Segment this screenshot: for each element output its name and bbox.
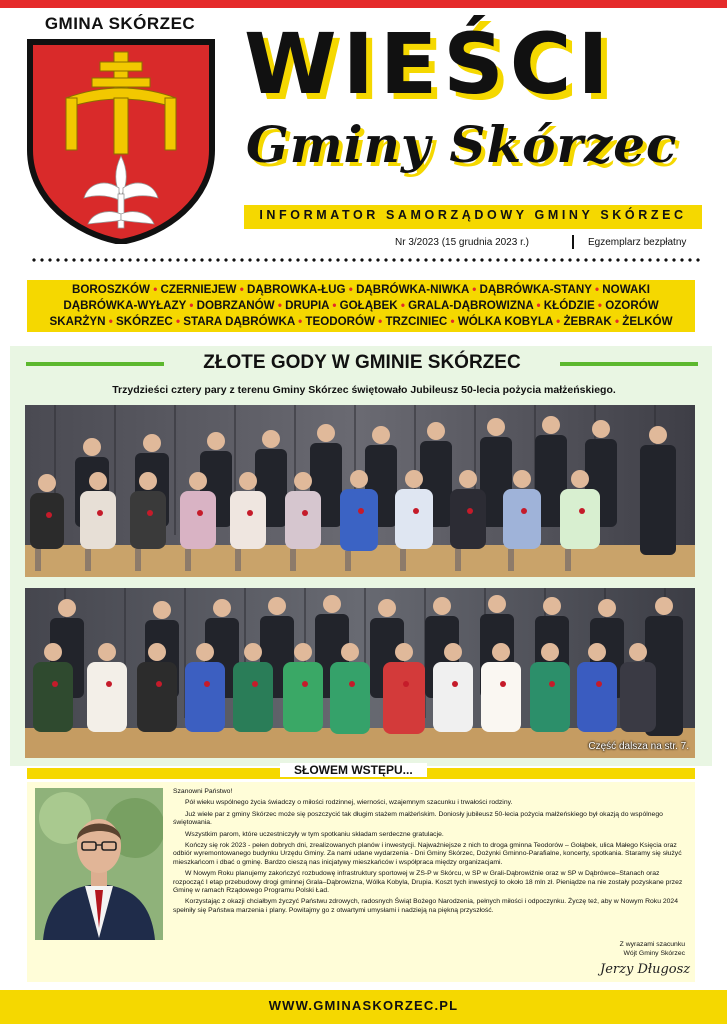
- village-name: ŻEBRAK: [563, 315, 612, 328]
- group-photo-1: [25, 405, 695, 577]
- village-name: TEODORÓW: [305, 315, 375, 328]
- editorial-paragraph: Kończy się rok 2023 - pełen dobrych dni, zrealizowanych planów i inwestycji. Najważniejsze z nich to droga gminna Teodorów – Gołąbek, ulica Małego Księcia oraz odbiór wyremontowanego budynku Urzędu Gminy. Za nami udane wydarzenia - Dni Gminy Skórzec, Dożynki Gminno-Parafialne, koncerty, spotkania. Staramy się służyć mieszkańcom i dbać o gminę. Bardzo cieszą nas inicjatywy mieszkańców i współpraca między organizacjami.: [173, 842, 682, 866]
- villages-line-2: [27, 299, 695, 312]
- signature: Jerzy Długosz: [600, 962, 691, 977]
- village-separator: •: [611, 315, 623, 328]
- village-separator: •: [533, 299, 544, 312]
- village-separator: •: [468, 283, 480, 296]
- villages-box: [27, 280, 695, 332]
- signoff-title: Wójt Gminy Skórzec: [623, 950, 685, 957]
- editorial-paragraph: W Nowym Roku planujemy zakończyć rozbudowę infrastruktury sportowej w ZS-P w Skórcu, w SP w Grali-Dąbrowiźnie oraz w SP w Dąbrówce–Stanach oraz rozpocząć I etap przebudowy drogi gminnej Grala–Dąbrowizna, Wólka Kobyla, Drupia. Koszt tych inwestycji to około 18 mln zł. Pieniądze na nie zostały pozyskane przez Gminę w ramach Rządowego Programu Polski Ład.: [173, 870, 683, 895]
- village-separator: •: [172, 315, 184, 328]
- crest-label: GMINA SKÓRZEC: [44, 14, 196, 33]
- portrait-illustration: [35, 788, 163, 940]
- divider: [572, 235, 574, 249]
- top-accent-bar: [0, 0, 727, 8]
- villages-line-1: [27, 283, 695, 296]
- issue-number: Nr 3/2023 (15 grudnia 2023 r.): [395, 237, 529, 248]
- photo-1-illustration: [25, 405, 695, 577]
- village-name: SKARŻYN: [49, 315, 106, 328]
- village-name: GRALA-DĄBROWIZNA: [408, 299, 534, 312]
- title-rule-left: [26, 362, 164, 366]
- footer-website-link[interactable]: WWW.GMINASKORZEC.PL: [268, 998, 459, 1013]
- photo-2-illustration: [25, 588, 695, 758]
- group-photo-2: [25, 588, 695, 758]
- village-separator: •: [294, 315, 306, 328]
- village-separator: •: [374, 315, 386, 328]
- village-separator: •: [397, 299, 409, 312]
- editorial-heading: SŁOWEM WSTĘPU...: [280, 763, 427, 777]
- village-name: CZERNIEJEW: [160, 283, 237, 296]
- village-separator: •: [105, 315, 117, 328]
- village-separator: •: [591, 283, 603, 296]
- village-separator: •: [149, 283, 161, 296]
- continued-note: Część dalsza na str. 7.: [588, 741, 689, 752]
- village-name: SKÓRZEC: [116, 315, 173, 328]
- village-name: TRZCINIEC: [385, 315, 448, 328]
- village-name: GOŁĄBEK: [339, 299, 398, 312]
- village-name: STARA DĄBRÓWKA: [183, 315, 295, 328]
- village-separator: •: [594, 299, 606, 312]
- mayor-portrait: [35, 788, 163, 940]
- village-name: DOBRZANÓW: [196, 299, 275, 312]
- coat-of-arms-icon: [26, 38, 216, 244]
- title-rule-right: [560, 362, 698, 366]
- village-name: DRUPIA: [285, 299, 330, 312]
- editorial-text: [173, 788, 688, 918]
- village-name: ŻELKÓW: [622, 315, 673, 328]
- village-name: DĄBRÓWKA-NIWKA: [356, 283, 469, 296]
- editorial-paragraph: Pół wieku wspólnego życia świadczy o miłości rodzinnej, wierności, wzajemnym szacunku i trwałości rodziny.: [185, 799, 513, 807]
- editorial-paragraph: Korzystając z okazji chciałbym życzyć Państwu zdrowych, radosnych Świąt Bożego Narodzenia, pełnych miłości i odpoczynku. Życzę też, aby w Nowym Roku 2024 spełniły się Państwa marzenia i plany. Powitajmy go z otwartymi umysłami i nadzieją na piękną przyszłość.: [173, 898, 678, 914]
- village-separator: •: [345, 283, 357, 296]
- village-separator: •: [447, 315, 458, 328]
- editorial-greeting: Szanowni Państwo!: [173, 788, 233, 795]
- masthead-title: WIEŚCI: [244, 15, 615, 113]
- village-separator: •: [552, 315, 564, 328]
- village-name: BOROSZKÓW: [72, 283, 150, 296]
- article-subtitle: Trzydzieści cztery pary z terenu Gminy Skórzec świętowało Jubileusz 50-lecia pożycia małżeńskiego.: [112, 384, 616, 396]
- village-separator: •: [274, 299, 286, 312]
- article-title: ZŁOTE GODY W GMINIE SKÓRZEC: [203, 352, 521, 373]
- village-separator: •: [329, 299, 340, 312]
- masthead-subtitle: Gminy Skórzec: [246, 115, 678, 174]
- village-name: KŁÓDZIE: [543, 299, 595, 312]
- village-separator: •: [186, 299, 197, 312]
- signoff: [520, 940, 685, 958]
- signoff-closing: Z wyrazami szacunku: [619, 941, 685, 948]
- villages-line-3: [27, 315, 695, 328]
- village-name: DĄBRÓWKA-WYŁAZY: [63, 299, 187, 312]
- editorial-paragraph: Wszystkim parom, które uczestniczyły w tym spotkaniu składam serdeczne gratulacje.: [185, 830, 444, 838]
- tagline: INFORMATOR SAMORZĄDOWY GMINY SKÓRZEC: [259, 208, 687, 222]
- free-copy-note: Egzemplarz bezpłatny: [588, 237, 687, 248]
- village-name: WÓLKA KOBYLA: [457, 315, 553, 328]
- tagline-bar: [244, 205, 702, 229]
- village-name: DĄBROWKA-ŁUG: [247, 283, 346, 296]
- village-name: NOWAKI: [602, 283, 650, 296]
- village-separator: •: [236, 283, 248, 296]
- dotted-divider: [30, 258, 700, 262]
- editorial-paragraph: Już wiele par z gminy Skórzec może się poszczycić tak długim stażem małżeńskim. Doniosły jubileusz 50-lecia pożycia małżeńskiego był okazją do wspólnego świętowania.: [173, 810, 663, 827]
- village-name: DĄBRÓWKA-STANY: [479, 283, 592, 296]
- village-name: OZORÓW: [605, 299, 659, 312]
